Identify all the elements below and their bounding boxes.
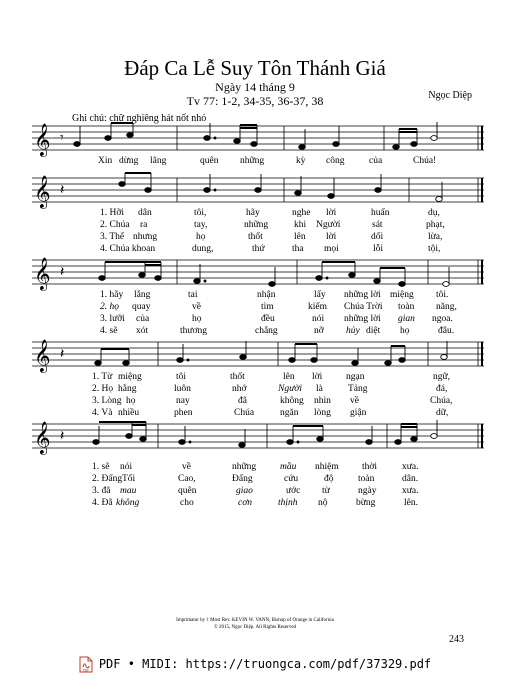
lyric-syllable: cứu	[284, 474, 299, 484]
music-system-5	[32, 418, 484, 528]
svg-text:𝄞: 𝄞	[34, 175, 51, 208]
svg-text:𝄞: 𝄞	[34, 421, 51, 454]
lyric-syllable: cơn	[238, 498, 253, 508]
page-number: 243	[449, 634, 464, 645]
lyric-syllable: thịnh	[278, 498, 298, 508]
lyric-syllable: toàn	[358, 474, 375, 484]
lyric-syllable: 2. Họ	[92, 384, 114, 394]
song-date: Ngày 14 tháng 9	[215, 80, 295, 94]
composer: Ngọc Diệp	[428, 90, 472, 101]
lyric-syllable: hủy	[346, 326, 360, 336]
lyric-syllable: 2. họ	[100, 302, 119, 312]
lyric-syllable: 2. Chúa	[100, 220, 130, 230]
music-system-2	[32, 172, 484, 254]
lyric-syllable: Chúa	[234, 408, 255, 418]
lyric-syllable: Tối	[122, 474, 136, 484]
lyric-syllable: Đấng	[232, 474, 253, 484]
lyric-syllable: những	[244, 220, 269, 230]
lyric-syllable: tôi,	[194, 208, 207, 218]
lyric-syllable: nộ	[318, 498, 328, 508]
lyric-syllable: 2. Đấng	[92, 474, 123, 484]
lyric-syllable: huấn	[371, 208, 390, 218]
lyric-syllable: từ	[322, 486, 330, 496]
lyric-syllable: lấy	[314, 290, 326, 300]
lyric-syllable: đâu.	[438, 326, 455, 336]
lyric-syllable: những lời	[344, 290, 381, 300]
lyric-syllable: tha	[292, 244, 304, 254]
lyric-syllable: cho	[180, 498, 194, 508]
lyric-syllable: 1. sẽ	[92, 462, 110, 472]
lyric-syllable: ngăn	[280, 408, 299, 418]
lyric-syllable: Người	[278, 384, 302, 394]
lyric-syllable: Cao,	[178, 474, 196, 484]
lyric-syllable: Tảng	[348, 384, 368, 394]
lyric-syllable: về	[182, 462, 191, 472]
lyric-syllable: khi	[294, 220, 307, 230]
lyric-syllable: về	[192, 302, 201, 312]
lyric-syllable: luôn	[174, 384, 191, 394]
lyric-syllable: về	[350, 396, 359, 406]
lyric-syllable: lòng	[314, 408, 331, 418]
lyric-syllable: lỗi	[373, 244, 384, 254]
pdf-link-bar[interactable]	[0, 650, 510, 678]
lyric-syllable: tai	[188, 290, 198, 300]
lyric-syllable: kiếm	[308, 302, 327, 312]
music-system-3	[32, 254, 484, 336]
lyric-syllable: nhận	[257, 290, 276, 300]
lyric-syllable: mọi	[324, 244, 339, 254]
lyric-syllable: xưa.	[402, 462, 419, 472]
lyric-syllable: đều	[261, 314, 275, 324]
lyric-syllable: nhìn	[314, 396, 331, 406]
staff-1	[32, 120, 484, 160]
lyric-syllable: họ	[196, 232, 206, 242]
svg-text:𝄽: 𝄽	[60, 346, 65, 362]
lyric-syllable: dân.	[402, 474, 419, 484]
lyric-syllable: nói	[120, 462, 133, 472]
lyric-syllable: những	[240, 156, 265, 166]
lyric-syllable: kỳ	[296, 156, 306, 166]
music-system-4	[32, 336, 484, 418]
lyric-syllable: dữ,	[436, 408, 449, 418]
staff-2	[32, 172, 484, 212]
lyric-syllable: lãng	[150, 156, 167, 166]
lyric-syllable: công	[326, 156, 345, 166]
lyric-syllable: 4. Và	[92, 408, 113, 418]
lyric-syllable: lời	[326, 208, 337, 218]
lyric-syllable: nhiệm	[315, 462, 339, 472]
lyric-syllable: mau	[120, 486, 137, 496]
lyric-syllable: thốt	[230, 372, 245, 382]
lyric-syllable: nhưng	[133, 232, 158, 242]
lyric-syllable: nhớ	[232, 384, 247, 394]
lyric-syllable: tìm	[261, 302, 274, 312]
lyric-syllable: Chúa!	[413, 156, 437, 166]
copyright-text: © 2015, Ngọc Diệp. All Rights Reserved	[213, 625, 297, 630]
music-system-1	[32, 120, 484, 180]
lyric-syllable: diệt	[366, 326, 381, 336]
lyric-syllable: Chúa,	[430, 396, 453, 406]
lyric-syllable: nói	[312, 314, 325, 324]
lyric-syllable: xót	[136, 326, 149, 336]
lyric-syllable: là	[316, 384, 323, 394]
lyric-syllable: chẳng	[255, 326, 278, 336]
lyric-syllable: lời	[326, 232, 337, 242]
lyric-syllable: thứ	[252, 244, 265, 254]
lyric-syllable: 1. Hỡi	[100, 208, 125, 218]
lyric-syllable: gian	[398, 314, 415, 324]
lyric-syllable: ngoa.	[432, 314, 453, 324]
pdf-midi-link[interactable]: PDF • MIDI: https://truongca.com/pdf/37329.pdf	[98, 657, 432, 671]
lyric-syllable: miệng	[390, 290, 414, 300]
lyric-syllable: họ	[192, 314, 202, 324]
lyric-syllable: bừng	[356, 498, 376, 508]
psalm-reference: Tv 77: 1-2, 34-35, 36-37, 38	[186, 94, 324, 108]
lyric-syllable: quay	[132, 302, 151, 312]
lyric-syllable: của	[369, 156, 383, 166]
lyric-syllable: họ	[126, 396, 136, 406]
performance-note: Ghi chú: chữ nghiêng hát nốt nhỏ	[72, 113, 207, 124]
imprimatur-text: Imprimatur by † Most Rev. KEVIN W. VANN, Bishop of Orange in California	[176, 618, 334, 623]
lyric-syllable: phạt,	[426, 220, 445, 230]
lyric-syllable: dung,	[192, 244, 214, 254]
lyric-syllable: toàn	[398, 302, 415, 312]
svg-text:𝄞: 𝄞	[34, 339, 51, 372]
lyric-syllable: những	[232, 462, 257, 472]
lyric-syllable: dối	[371, 232, 384, 242]
lyric-syllable: 3. đã	[92, 486, 111, 496]
staff-5	[32, 418, 484, 458]
pdf-file-icon	[79, 656, 93, 673]
lyric-syllable: không	[280, 396, 304, 406]
lyric-syllable: tôi	[176, 372, 187, 382]
lyric-syllable: đã	[238, 396, 247, 406]
lyric-syllable: nhiều	[118, 408, 140, 418]
lyric-syllable: độ	[324, 474, 334, 484]
lyric-syllable: lừa,	[428, 232, 443, 242]
lyric-syllable: 4. Chúa khoan	[100, 244, 156, 254]
lyric-syllable: thời	[362, 462, 378, 472]
svg-text:𝄾: 𝄾	[60, 130, 64, 146]
lyric-syllable: dừng	[119, 156, 139, 166]
lyric-syllable: lời	[312, 372, 323, 382]
lyric-syllable: lắng	[134, 290, 151, 300]
lyric-syllable: tội,	[428, 244, 441, 254]
lyric-syllable: không	[116, 498, 140, 508]
lyric-syllable: hãy	[246, 208, 260, 218]
svg-text:𝄞: 𝄞	[34, 123, 51, 156]
lyric-syllable: ngữ,	[433, 372, 451, 382]
lyric-syllable: giao	[236, 486, 253, 496]
lyric-syllable: giận	[350, 408, 367, 418]
lyric-syllable: ngạn	[346, 372, 365, 382]
staff-4	[32, 336, 484, 376]
lyric-syllable: miệng	[118, 372, 142, 382]
lyric-syllable: 4. Đã	[92, 498, 113, 508]
lyric-syllable: mầu	[280, 462, 297, 472]
lyric-syllable: 1. hãy	[100, 290, 124, 300]
lyric-syllable: dân	[138, 208, 152, 218]
svg-text:𝄞: 𝄞	[34, 257, 51, 290]
lyric-syllable: những lời	[344, 314, 381, 324]
lyric-syllable: thốt	[248, 232, 263, 242]
svg-text:𝄽: 𝄽	[60, 182, 65, 198]
svg-text:𝄽: 𝄽	[60, 264, 65, 280]
lyric-syllable: Người	[316, 220, 341, 230]
svg-text:𝄽: 𝄽	[60, 428, 65, 444]
lyric-syllable: 1. Từ	[92, 372, 113, 382]
pdf-icon-label: PDF	[82, 668, 89, 672]
lyric-syllable: sát	[372, 220, 383, 230]
lyric-syllable: lên.	[404, 498, 418, 508]
lyric-syllable: lên	[283, 372, 295, 382]
lyric-syllable: 3. lưỡi	[100, 314, 125, 324]
imprimatur-footer	[0, 617, 510, 631]
staff-3	[32, 254, 484, 294]
lyric-syllable: Chúa Trời	[344, 302, 383, 312]
lyric-syllable: quên	[200, 156, 219, 166]
lyric-syllable: lên	[294, 232, 306, 242]
lyric-syllable: nghe	[292, 208, 311, 218]
song-title: Đáp Ca Lễ Suy Tôn Thánh Giá	[124, 56, 386, 80]
lyric-syllable: tay,	[194, 220, 208, 230]
lyric-syllable: năng,	[436, 302, 457, 312]
lyric-syllable: ra	[140, 220, 148, 230]
lyric-syllable: thương	[180, 326, 208, 336]
lyric-syllable: của	[136, 314, 150, 324]
lyric-syllable: ước	[286, 486, 301, 496]
lyric-syllable: 3. Thế	[100, 232, 125, 242]
lyric-syllable: phen	[174, 408, 193, 418]
lyric-syllable: họ	[400, 326, 410, 336]
lyric-syllable: ngày	[358, 486, 377, 496]
lyric-syllable: hằng	[118, 384, 137, 394]
lyric-syllable: dụ,	[428, 208, 440, 218]
lyric-syllable: xưa.	[402, 486, 419, 496]
lyric-syllable: 3. Lòng	[92, 396, 122, 406]
lyric-syllable: đá,	[436, 384, 448, 394]
lyric-syllable: nay	[176, 396, 190, 406]
lyric-syllable: 4. sẽ	[100, 326, 118, 336]
lyric-syllable: tôi.	[436, 290, 449, 300]
lyric-syllable: Xin	[98, 156, 113, 166]
lyric-syllable: nỡ	[314, 326, 324, 336]
lyric-syllable: quên	[178, 486, 197, 496]
